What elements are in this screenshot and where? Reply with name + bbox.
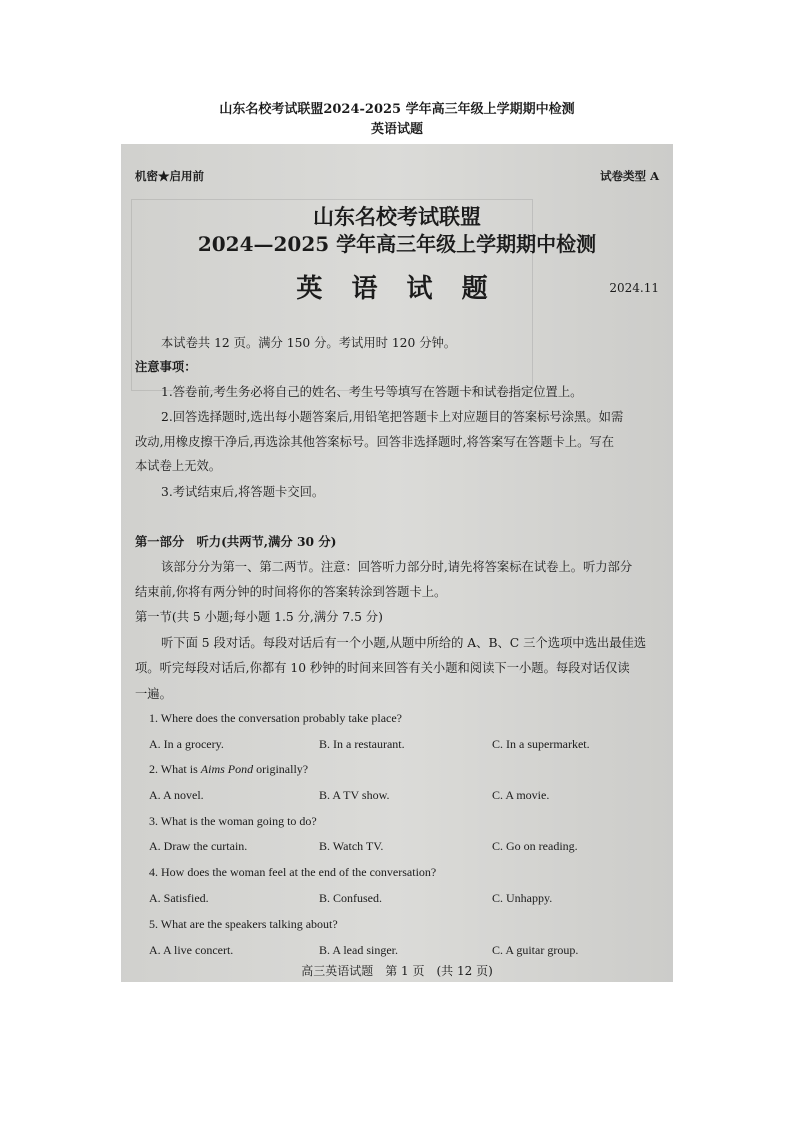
part1-instr-cont: 结束前,你将有两分钟的时间将你的答案转涂到答题卡上。 (135, 585, 447, 599)
q5-option-a: A. A live concert. (149, 943, 234, 957)
q3-option-a: A. Draw the curtain. (149, 839, 248, 853)
question-4: 4. How does the woman feel at the end of the conversation? (149, 865, 437, 879)
q1-option-a: A. In a grocery. (149, 737, 224, 751)
section1-instr-end: 一遍。 (135, 687, 172, 701)
exam-subject: 英 语 试 题 (296, 274, 498, 304)
page-footer: 高三英语试题 第 1 页 (共 12 页) (301, 964, 493, 978)
section1-title: 第一节(共 5 小题;每小题 1.5 分,满分 7.5 分) (135, 610, 383, 624)
exam-org: 山东名校考试联盟 (313, 204, 481, 229)
q4-option-b: B. Confused. (319, 891, 382, 905)
q2-option-b: B. A TV show. (319, 788, 390, 802)
q5-option-c: C. A guitar group. (492, 943, 579, 957)
q4-option-c: C. Unhappy. (492, 891, 553, 905)
q4-option-a: A. Satisfied. (149, 891, 209, 905)
part1-title: 第一部分 听力(共两节,满分 30 分) (135, 534, 337, 549)
secret-label: 机密★启用前 (135, 169, 204, 183)
exam-date: 2024.11 (609, 281, 659, 295)
q3-option-c: C. Go on reading. (492, 839, 578, 853)
section1-instr: 听下面 5 段对话。每段对话后有一个小题,从题中所给的 A、B、C 三个选项中选出最佳选 (161, 636, 647, 650)
q2-option-c: C. A movie. (492, 788, 550, 802)
notice-title: 注意事项： (135, 359, 197, 374)
exam-term: 2024—2025 学年高三年级上学期期中检测 (197, 232, 597, 256)
notice-2-end: 本试卷上无效。 (135, 459, 222, 473)
intro-text: 本试卷共 12 页。满分 150 分。考试用时 120 分钟。 (161, 336, 457, 350)
notice-1: 1.答卷前,考生务必将自己的姓名、考生号等填写在答题卡和试卷指定位置上。 (161, 385, 583, 399)
question-2: 2. What is Aims Pond originally? (149, 762, 309, 776)
q2-option-a: A. A novel. (149, 788, 204, 802)
q3-option-b: B. Watch TV. (319, 839, 384, 853)
part1-instr: 该部分分为第一、第二两节。注意：回答听力部分时,请先将答案标在试卷上。听力部分 (161, 560, 633, 574)
question-3: 3. What is the woman going to do? (149, 814, 317, 828)
q1-option-b: B. In a restaurant. (319, 737, 405, 751)
section1-instr-cont: 项。听完每段对话后,你都有 10 秒钟的时间来回答有关小题和阅读下一小题。每段对话仅读 (135, 661, 630, 675)
notice-2-cont: 改动,用橡皮擦干净后,再选涂其他答案标号。回答非选择题时,将答案写在答题卡上。写在 (135, 435, 615, 449)
notice-2: 2.回答选择题时,选出每小题答案后,用铅笔把答题卡上对应题目的答案标号涂黑。如需 (161, 410, 624, 424)
question-5: 5. What are the speakers talking about? (149, 917, 338, 931)
document-title: 山东名校考试联盟2024-2025 学年高三年级上学期期中检测 (219, 102, 575, 117)
exam-paper-photo (121, 144, 673, 982)
notice-3: 3.考试结束后,将答题卡交回。 (161, 485, 325, 499)
document-subtitle: 英语试题 (370, 122, 423, 137)
q5-option-b: B. A lead singer. (319, 943, 398, 957)
aims-pond-title: Aims Pond (200, 762, 254, 776)
q1-option-c: C. In a supermarket. (492, 737, 590, 751)
paper-type: 试卷类型 A (600, 169, 659, 183)
question-1: 1. Where does the conversation probably take place? (149, 711, 403, 725)
